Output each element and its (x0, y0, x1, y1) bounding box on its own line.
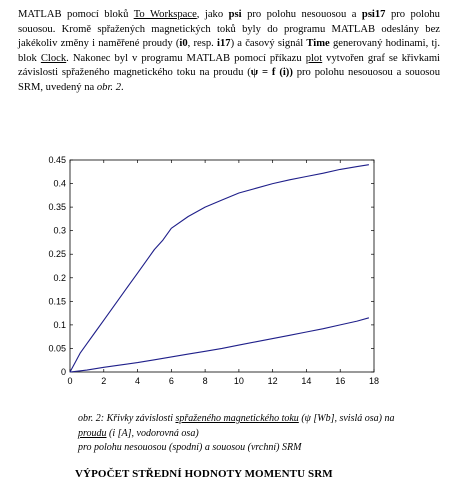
flux-current-chart (38, 150, 383, 395)
figure-caption (78, 412, 398, 456)
x-tick-label: 4 (135, 376, 141, 386)
figure-reference: obr. 2 (96, 81, 121, 93)
text-run: pro polohu nesouosou a (241, 9, 362, 20)
plot-term: plot (305, 52, 323, 64)
x-tick-label: 12 (267, 376, 278, 386)
y-tick-label: 0.4 (53, 178, 66, 189)
text-run: . (121, 81, 124, 93)
text-run: , jako (196, 9, 229, 20)
x-tick-label: 16 (335, 376, 346, 386)
section-heading: VÝPOČET STŘEDNÍ HODNOTY MOMENTU SRM (75, 468, 333, 480)
text-run: ) a časový signál (230, 38, 307, 50)
y-tick-label: 0 (60, 367, 66, 377)
time-term: Time (306, 38, 330, 50)
text-run: generovaný hodinami, tj. blok (18, 38, 440, 64)
caption-underlined-flux: spřaženého magnetického toku (175, 413, 299, 424)
y-tick-label: 0.05 (48, 343, 66, 354)
text-run: . Nakonec byl v programu MATLAB pomocí příkazu (66, 52, 306, 64)
psi-function-term: ψ = f (i)) (250, 67, 293, 79)
y-tick-label: 0.1 (53, 319, 66, 330)
x-tick-label: 6 (168, 376, 174, 386)
caption-text: (i [A], vodorovná osa) (106, 427, 199, 439)
clock-term: Clock (40, 52, 67, 64)
caption-text: obr. 2: Křivky závislosti (78, 413, 176, 424)
text-run: pro polohu nesouosou a souosou SRM, uvedený na (18, 67, 440, 93)
y-tick-label: 0.45 (48, 155, 66, 165)
y-tick-label: 0.25 (48, 249, 66, 260)
x-tick-label: 8 (202, 376, 208, 386)
y-tick-label: 0.2 (53, 272, 66, 283)
text-run: , resp. (187, 38, 218, 50)
x-tick-label: 2 (101, 376, 107, 386)
psi17-term: psi17 (361, 9, 386, 20)
body-paragraph (18, 8, 440, 96)
caption-text: (ψ [Wb], svislá osa) na (298, 413, 395, 424)
i0-term: i0 (179, 38, 188, 50)
x-tick-label: 0 (67, 376, 73, 386)
text-run: MATLAB pomocí bloků (18, 9, 134, 20)
y-tick-label: 0.35 (48, 202, 66, 213)
y-tick-label: 0.15 (48, 296, 66, 307)
x-tick-label: 10 (233, 376, 244, 386)
x-tick-label: 14 (301, 376, 312, 386)
y-tick-label: 0.3 (53, 225, 66, 236)
i17-term: i17 (217, 38, 231, 50)
caption-underlined-current: proudu (78, 427, 107, 439)
caption-text: pro polohu nesouosou (spodní) a souosou (vrchní) SRM (78, 442, 302, 453)
x-tick-label: 18 (368, 376, 380, 386)
text-run: vytvořen graf se křivkami závislosti spřaženého magnetického toku na proudu ( (18, 52, 441, 79)
psi-term: psi (228, 9, 242, 20)
to-workspace-term: To Workspace (133, 9, 197, 20)
plot-frame (70, 160, 374, 372)
text-run: pro polohu souosou. Kromě spřažených magnetických toků byly do programu MATLAB odeslány bez jakékoliv změny i naměřené proudy ( (18, 9, 440, 50)
